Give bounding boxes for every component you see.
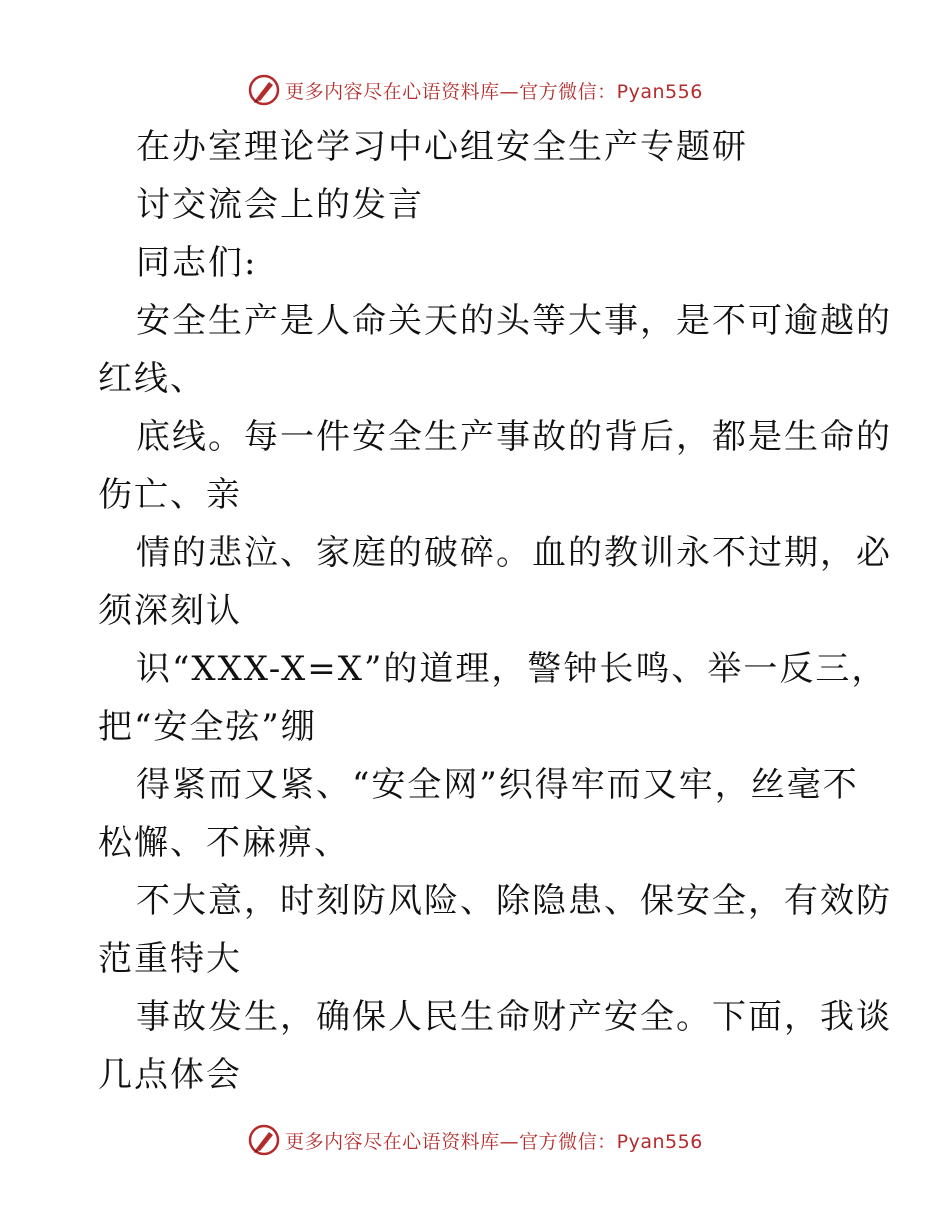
pen-logo-icon — [247, 73, 281, 107]
body-line: 须深刻认 — [98, 591, 242, 631]
body-line: 识“XXX-X=X”的道理，警钟长鸣、举一反三， — [136, 649, 888, 689]
watermark-text: 更多内容尽在心语资料库—官方微信：Pyan556 — [285, 80, 703, 103]
document-body — [98, 118, 892, 1104]
body-line: 把“安全弦”绷 — [98, 707, 317, 747]
body-line: 几点体会 — [98, 1055, 242, 1095]
document-title-line-1: 在办室理论学习中心组安全生产专题研 — [136, 127, 748, 167]
body-line: 松懈、不麻痹、 — [98, 823, 350, 863]
header-watermark — [0, 70, 950, 110]
document-title-line-2: 讨交流会上的发言 — [136, 185, 424, 225]
body-line: 得紧而又紧、“安全网”织得牢而又牢，丝毫不 — [136, 765, 859, 805]
body-line: 伤亡、亲 — [98, 475, 242, 515]
body-line: 范重特大 — [98, 939, 242, 979]
pen-logo-icon — [247, 1123, 281, 1157]
body-line: 红线、 — [98, 359, 206, 399]
body-line: 事故发生，确保人民生命财产安全。下面，我谈 — [136, 997, 892, 1037]
body-line: 安全生产是人命关天的头等大事，是不可逾越的 — [136, 301, 892, 341]
body-line: 不大意，时刻防风险、除隐患、保安全，有效防 — [136, 881, 892, 921]
watermark-text: 更多内容尽在心语资料库—官方微信：Pyan556 — [285, 1130, 703, 1153]
body-line: 底线。每一件安全生产事故的背后，都是生命的 — [136, 417, 892, 457]
footer-watermark — [0, 1120, 950, 1160]
greeting: 同志们: — [136, 243, 258, 283]
body-line: 情的悲泣、家庭的破碎。血的教训永不过期，必 — [136, 533, 892, 573]
